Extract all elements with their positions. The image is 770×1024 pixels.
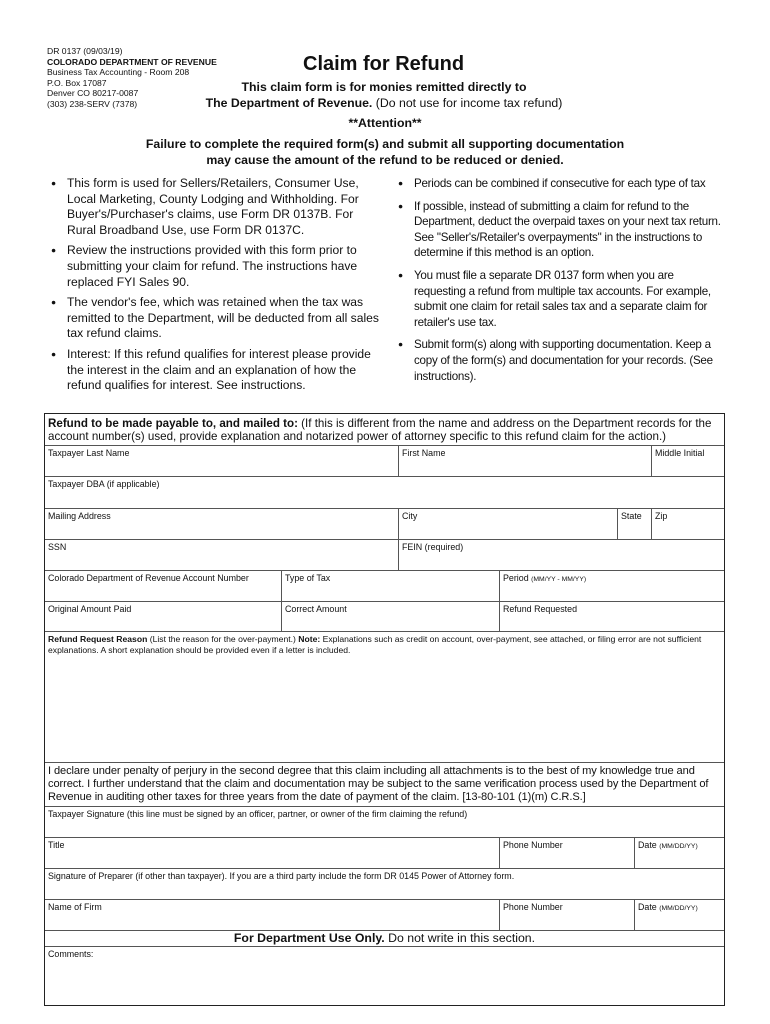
dept-use-bold: For Department Use Only. xyxy=(233,931,385,945)
preparer-signature-field[interactable] xyxy=(45,869,724,899)
original-amount-label: Original Amount Paid xyxy=(48,604,132,614)
period-label: Period xyxy=(503,573,529,583)
period-field[interactable] xyxy=(500,571,724,601)
correct-amount-label: Correct Amount xyxy=(285,604,347,614)
attention-heading: **Attention** xyxy=(348,116,422,130)
mailing-address-label: Mailing Address xyxy=(48,511,111,521)
middle-initial-field[interactable] xyxy=(652,446,724,476)
city-field[interactable] xyxy=(399,509,617,539)
state-label: State xyxy=(621,511,642,521)
firm-phone-number-label: Phone Number xyxy=(503,902,563,912)
failure-line1: Failure to complete the required form(s) and submit all supporting documentation xyxy=(145,137,625,151)
list-item: ● Interest: If this refund qualifies for interest please provide the interest in the claim and an explanation of how the refund qualifies for interest. See instructions. xyxy=(51,347,381,394)
subtitle-line2-rest: (Do not use for income tax refund) xyxy=(372,95,563,110)
fein-label: FEIN (required) xyxy=(402,542,464,552)
reason-bold: Refund Request Reason xyxy=(48,634,148,644)
failure-line2: may cause the amount of the refund to be reduced or denied. xyxy=(206,152,564,167)
firm-phone-number-field[interactable] xyxy=(500,900,634,930)
first-name-field[interactable] xyxy=(399,446,651,476)
correct-amount-field[interactable] xyxy=(282,602,499,631)
taxpayer-last-name-field[interactable] xyxy=(45,446,398,476)
date-field[interactable] xyxy=(635,838,724,868)
reason-rest: Explanations such as credit on account, over-payment, see attached, or filing error are not sufficient explanations. A short explanation should be provided even if a letter is included. xyxy=(48,634,702,655)
phone-number-label: Phone Number xyxy=(503,840,563,850)
fein-field[interactable] xyxy=(399,540,724,570)
right-bullet-list xyxy=(398,176,725,391)
type-of-tax-label: Type of Tax xyxy=(285,573,331,583)
subtitle-line2 xyxy=(180,96,588,112)
refund-requested-field[interactable] xyxy=(500,602,724,631)
payable-bold: Refund to be made payable to, and mailed to: xyxy=(48,417,298,430)
name-of-firm-field[interactable] xyxy=(45,900,499,930)
state-field[interactable] xyxy=(618,509,651,539)
original-amount-field[interactable] xyxy=(45,602,281,631)
taxpayer-signature-field[interactable] xyxy=(45,807,724,837)
preparer-signature-label: Signature of Preparer (if other than taxpayer). If you are a third party include the form DR 0145 Power of Attorney form. xyxy=(48,871,515,881)
reason-mid: (List the reason for the over-payment.) xyxy=(147,634,299,644)
claim-form xyxy=(44,413,725,1006)
date-format: (MM/DD/YY) xyxy=(659,843,698,850)
list-item: ● Submit form(s) along with supporting documentation. Keep a copy of the form(s) and documentation for your records. (See instructions). xyxy=(398,337,725,384)
address-line2: P.O. Box 17087 xyxy=(47,77,107,88)
list-item: ● You must file a separate DR 0137 form when you are requesting a refund from multiple tax accounts. For example, submit one claim for retail sales tax and a separate claim for retailer's use tax. xyxy=(398,268,725,330)
failure-warning xyxy=(60,137,710,168)
period-format: (MM/YY - MM/YY) xyxy=(531,576,587,583)
city-label: City xyxy=(402,511,418,521)
first-name-label: First Name xyxy=(402,448,446,458)
ssn-field[interactable] xyxy=(45,540,398,570)
subtitle-line2-bold: The Department of Revenue. xyxy=(205,95,373,110)
refund-requested-label: Refund Requested xyxy=(503,604,578,614)
subtitle xyxy=(180,80,588,111)
dba-field[interactable] xyxy=(45,477,724,508)
taxpayer-signature-label: Taxpayer Signature (this line must be signed by an officer, partner, or owner of the firm claiming the refund) xyxy=(48,809,468,819)
left-bullet-list xyxy=(51,176,381,399)
page-title: Claim for Refund xyxy=(303,53,465,75)
taxpayer-last-name-label: Taxpayer Last Name xyxy=(48,448,130,458)
mailing-address-field[interactable] xyxy=(45,509,398,539)
payable-instructions xyxy=(45,414,724,445)
address-line3: Denver CO 80217-0087 xyxy=(47,88,139,99)
zip-field[interactable] xyxy=(652,509,724,539)
address-line1: Business Tax Accounting - Room 208 xyxy=(47,67,190,78)
title-label: Title xyxy=(48,840,65,850)
perjury-declaration: I declare under penalty of perjury in the second degree that this claim including all attachments is to the best of my knowledge true and correct. I further understand that the claim and documentation may be subject to the same verification process used by the Department of Revenue in auditing other taxes for three years from the date of payment of the claim. [13-80-101 (1)(m) C.R.S.] xyxy=(48,765,709,803)
reason-note-bold: Note: xyxy=(298,634,321,644)
middle-initial-label: Middle Initial xyxy=(655,448,705,458)
name-of-firm-label: Name of Firm xyxy=(48,902,102,912)
account-number-field[interactable] xyxy=(45,571,281,601)
ssn-label: SSN xyxy=(48,542,67,552)
type-of-tax-field[interactable] xyxy=(282,571,499,601)
firm-date-format: (MM/DD/YY) xyxy=(659,905,698,912)
form-number: DR 0137 (09/03/19) xyxy=(47,46,123,56)
phone-number-field[interactable] xyxy=(500,838,634,868)
firm-date-field[interactable] xyxy=(635,900,724,930)
title-field[interactable] xyxy=(45,838,499,868)
list-item: ● Review the instructions provided with this form prior to submitting your claim for refund. The instructions have replaced FYI Sales 90. xyxy=(51,243,381,290)
list-item: ● If possible, instead of submitting a claim for refund to the Department, deduct the overpaid taxes on your next tax return. See "Seller's/Retailer's overpayments" in the instructions to determine if this method is an option. xyxy=(398,199,725,261)
payable-rest: (If this is different from the name and address on the Department records for the account number(s) used, provide explanation and notarized power of attorney specific to this refund claim for the action.) xyxy=(48,417,712,443)
subtitle-line1: This claim form is for monies remitted directly to xyxy=(241,80,527,94)
account-number-label: Colorado Department of Revenue Account Number xyxy=(48,573,249,583)
dept-use-rest: Do not write in this section. xyxy=(384,931,536,945)
dba-label: Taxpayer DBA (if applicable) xyxy=(48,479,160,489)
list-item: ● Periods can be combined if consecutive for each type of tax xyxy=(398,176,725,192)
list-item: ● The vendor's fee, which was retained when the tax was remitted to the Department, will be deducted from all sales tax refund claims. xyxy=(51,295,381,342)
list-item: ● This form is used for Sellers/Retailers, Consumer Use, Local Marketing, County Lodging and Withholding. For Buyer's/Purchaser's claims, use Form DR 0137B. For Rural Broadband Use, use Form DR 0137C. xyxy=(51,176,381,238)
refund-reason-field[interactable] xyxy=(45,632,724,762)
agency-name: COLORADO DEPARTMENT OF REVENUE xyxy=(47,56,217,67)
comments-label: Comments: xyxy=(48,949,94,959)
firm-date-label: Date xyxy=(638,902,657,912)
comments-field[interactable] xyxy=(45,947,724,1005)
department-use-heading xyxy=(45,931,724,946)
agency-phone: (303) 238-SERV (7378) xyxy=(47,98,138,109)
zip-label: Zip xyxy=(655,511,668,521)
date-label: Date xyxy=(638,840,657,850)
